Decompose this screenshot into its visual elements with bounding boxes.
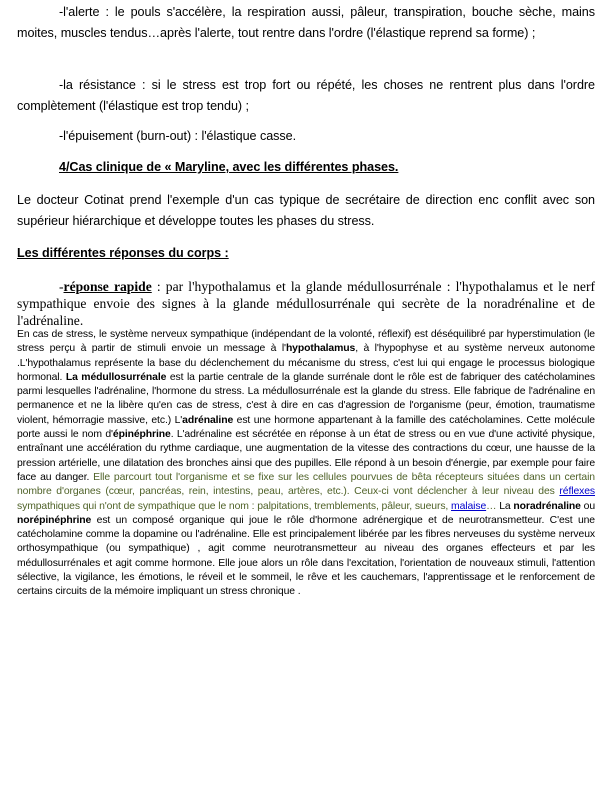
- detail-green-text: Elle parcourt tout l'organisme et se fixe sur les cellules pourvues de bêta récepteurs situées dans un certain nombre d'organes (cœur, pancréas, rein, intestins, peau, artères, etc.). Ceux-ci vont déclencher à leur niveau des: [17, 471, 595, 498]
- detail-text: est un composé organique qui joue le rôle d'hormone adrénergique et de neurotransmetteur. C'est une catécholamine comme la dopamine ou l'adrénaline. Elle est principalement libérée par les fibres nerveuses du système nerveux orthosympathique (ou sympathique) , agit comme neurotransmetteur au niveau des organes effecteurs et par les médullosurrénales et agit comme hormone. Elle joue alors un rôle dans l'excitation, l'orientation de nouveaux stimuli, l'attention sélective, la vigilance, les émotions, le réveil et le sommeil, le rêve et les cauchemars, l'apprentissage et le renforcement de certains circuits de la mémoire impliquant un stress chronique .: [17, 514, 595, 598]
- detail-text: En cas de stress, le système nerveux sympathique (indépendant de la volonté, réflexif) est déséquilibré par hyperstimulation (le stress perçu à partir de stimuli envoie un message à l': [17, 329, 595, 355]
- reponse-rapide-label: réponse rapide: [63, 279, 152, 294]
- reponse-rapide-text: : par l'hypothalamus et la glande médullosurrénale : l'hypothalamus et le nerf sympathique envoie des signes à la glande médullosurrénale qui secrète de la noradrénaline et de l'adrénaline.: [17, 279, 596, 328]
- term-adrenaline: adrénaline: [182, 414, 234, 426]
- term-norepinephrine: norépinéphrine: [17, 514, 92, 526]
- paragraph-epuisement: -l'épuisement (burn-out) : l'élastique casse.: [59, 129, 297, 143]
- detail-text: est la partie centrale de la glande surrénale dont le rôle est de fabriquer des catécholamines parmi lesquelles l'adrénaline, l'hormone du stress. La médullosurrénale est la glande du stress. Elle fabrique de l'adrénaline en permanence et ne la libère qu'en cas de stress, c'est à dire en cas d'agression de l'organisme (peur, émotion, traumatisme violent, hémorragie massive, etc.) L': [17, 371, 596, 426]
- heading-reponses-corps: Les différentes réponses du corps :: [17, 246, 229, 260]
- term-epinephrine: épinéphrine: [112, 429, 171, 441]
- reponse-dash: -: [59, 279, 64, 294]
- heading-cas-clinique: 4/Cas clinique de « Maryline, avec les différentes phases.: [59, 160, 399, 174]
- paragraph-reponse-rapide: [17, 278, 595, 329]
- detail-text: est une hormone appartenant à la famille des catécholamines. Cette molécule porte aussi le nom d': [17, 414, 595, 441]
- link-reflexes[interactable]: réflexes: [559, 486, 595, 498]
- paragraph-detail: [17, 328, 595, 600]
- detail-text: , à l'hypophyse et au système nerveux autonome .L'hypothalamus représente la base du déclenchement du mécanisme du stress, c'est lui qui engage le processus biologique hormonal.: [17, 343, 595, 383]
- detail-text: La: [496, 500, 514, 512]
- detail-text: . L'adrénaline est sécrétée en réponse à un état de stress ou en vue d'une activité physique, entraînant une accélération du rythme cardiaque, une augmentation de la vitesse des contractions du cœur, une hausse de la pression artérielle, une dilatation des bronches ainsi que des pupilles. Elle répond à un besoin d'énergie, par exemple pour faire face au danger.: [17, 429, 595, 483]
- paragraph-cotinat: Le docteur Cotinat prend l'exemple d'un cas typique de secrétaire de direction enc conflit avec son supérieur hiérarchique et développe toutes les phases du stress.: [17, 193, 595, 228]
- detail-green-text: …: [486, 500, 497, 512]
- detail-text: ou: [580, 500, 595, 512]
- paragraph-resistance: -la résistance : si le stress est trop fort ou répété, les choses ne rentrent plus dans l'ordre complètement (l'élastique est trop tendu) ;: [17, 78, 595, 113]
- paragraph-alerte: -l'alerte : le pouls s'accélère, la respiration aussi, pâleur, transpiration, bouche sèche, mains moites, muscles tendus…après l'alerte, tout rentre dans l'ordre (l'élastique reprend sa forme) ;: [17, 5, 595, 40]
- term-noradrenaline: noradrénaline: [513, 500, 581, 512]
- term-hypothalamus: hypothalamus: [285, 343, 356, 355]
- term-medullosurrenale: La médullosurrénale: [65, 371, 167, 383]
- link-malaise[interactable]: malaise: [451, 500, 487, 512]
- detail-green-text: sympathiques qui n'ont de sympathique que le nom : palpitations, tremblements, pâleur, sueurs,: [17, 500, 452, 512]
